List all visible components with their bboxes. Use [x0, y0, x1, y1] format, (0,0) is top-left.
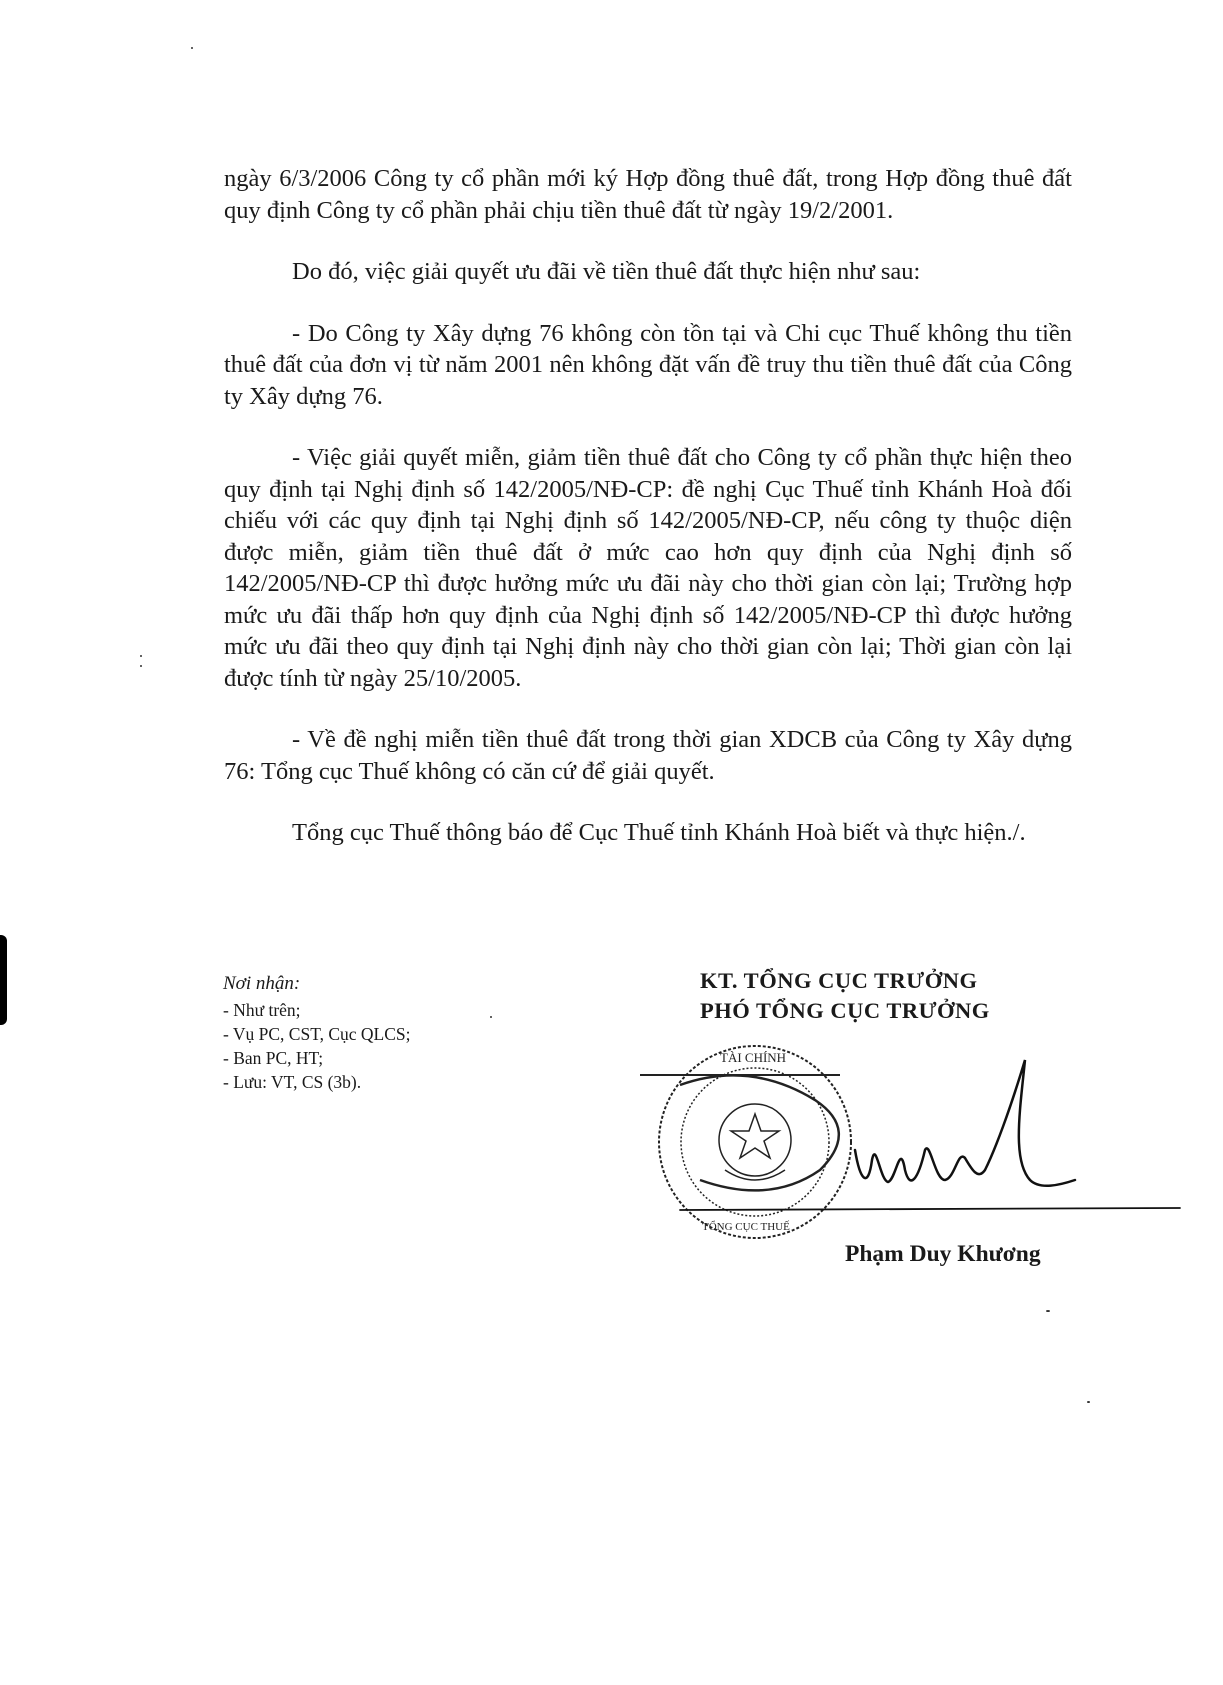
- recipients-heading: Nơi nhận:: [223, 973, 301, 994]
- recipient-item: - Như trên;: [223, 1000, 301, 1020]
- paragraph-closing: Tổng cục Thuế thông báo để Cục Thuế tỉnh Khánh Hoà biết và thực hiện./.: [292, 819, 1026, 846]
- paragraph-xdcb-request: - Về đề nghị miễn tiền thuê đất trong thời gian XDCB của Công ty Xây dựng 76: Tổng cục Thuế không có căn cứ để giải quyết.: [224, 726, 1072, 785]
- official-stamp-and-signature: [640, 1030, 1200, 1250]
- scan-speck: [1087, 1401, 1090, 1403]
- signature-title-line2: PHÓ TỔNG CỤC TRƯỞNG: [700, 998, 990, 1023]
- signature-title: [700, 966, 1040, 1026]
- paragraph-company-76: - Do Công ty Xây dựng 76 không còn tồn tại và Chi cục Thuế không thu tiền thuê đất của đơn vị từ năm 2001 nên không đặt vấn đề truy thu tiền thuê đất của Công ty Xây dựng 76.: [224, 319, 1072, 410]
- recipient-item: - Lưu: VT, CS (3b).: [223, 1072, 362, 1092]
- scan-speck: [490, 1016, 492, 1018]
- scan-speck: [140, 655, 142, 657]
- svg-text:TỔNG CỤC THUẾ: TỔNG CỤC THUẾ: [702, 1221, 790, 1233]
- letter-body: [224, 163, 1072, 879]
- recipient-item: - Vụ PC, CST, Cục QLCS;: [223, 1024, 411, 1044]
- svg-text:TÀI CHÍNH: TÀI CHÍNH: [720, 1050, 787, 1065]
- paragraph-resolution-intro: Do đó, việc giải quyết ưu đãi về tiền thuê đất thực hiện như sau:: [292, 258, 921, 285]
- paragraph-contract-date: ngày 6/3/2006 Công ty cổ phần mới ký Hợp đồng thuê đất, trong Hợp đồng thuê đất quy định Công ty cổ phần phải chịu tiền thuê đất từ ngày 19/2/2001.: [224, 165, 1072, 224]
- signer-name: Phạm Duy Khương: [845, 1241, 1041, 1267]
- recipient-item: - Ban PC, HT;: [223, 1048, 324, 1068]
- recipients-block: [223, 972, 411, 1094]
- scan-speck: [191, 47, 193, 49]
- handwritten-signature: [680, 1060, 1180, 1210]
- scan-speck: [1046, 1310, 1050, 1312]
- scan-edge-mark: [0, 935, 7, 1025]
- signature-title-line1: KT. TỔNG CỤC TRƯỞNG: [700, 968, 978, 993]
- paragraph-exemption-rules: - Việc giải quyết miễn, giảm tiền thuê đất cho Công ty cổ phần thực hiện theo quy định tại Nghị định số 142/2005/NĐ-CP: đề nghị Cục Thuế tỉnh Khánh Hoà đối chiếu với các quy định tại Nghị định số 142/2005/NĐ-CP, nếu công ty thuộc diện được miễn, giảm tiền thuê đất ở mức cao hơn quy định của Nghị định số 142/2005/NĐ-CP thì được hưởng mức ưu đãi này cho thời gian còn lại; Trường hợp mức ưu đãi thấp hơn quy định của Nghị định số 142/2005/NĐ-CP thì được hưởng mức ưu đãi theo quy định tại Nghị định này cho thời gian còn lại; Thời gian còn lại được tính từ ngày 25/10/2005.: [224, 444, 1072, 692]
- scan-speck: [140, 665, 142, 667]
